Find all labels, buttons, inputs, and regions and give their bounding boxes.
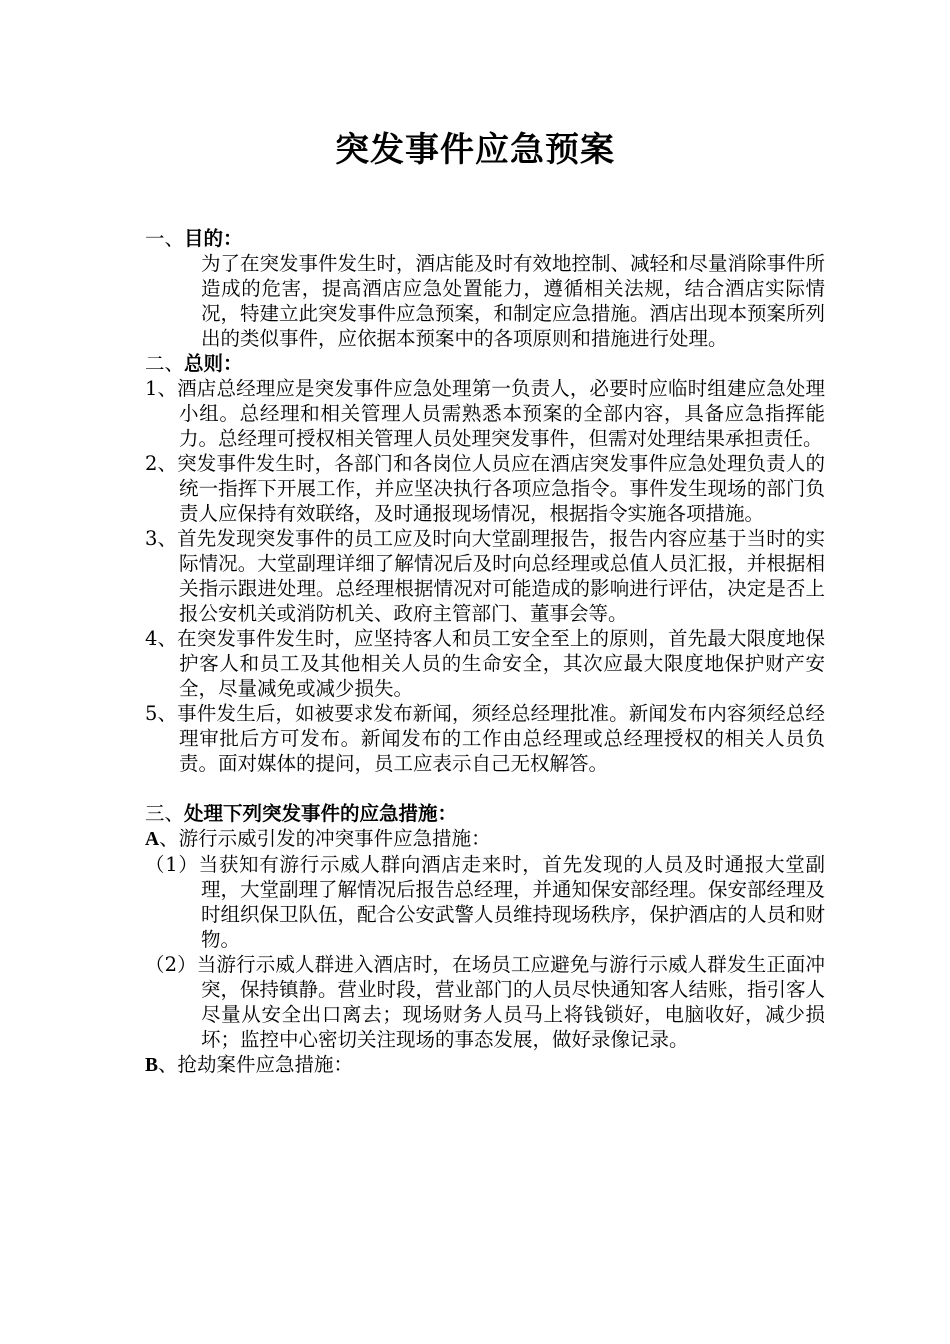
subsection-b-letter: B bbox=[145, 1055, 159, 1076]
spacer bbox=[145, 776, 825, 801]
subsection-a-letter: A bbox=[145, 829, 160, 850]
subsection-a-title: 、游行示威引发的冲突事件应急措施： bbox=[159, 827, 491, 850]
section-1-number: 一、 bbox=[145, 227, 185, 250]
list-item: 2、突发事件发生时，各部门和各岗位人员应在酒店突发事件应急处理负责人的统一指挥下开展工作，并应坚决执行各项应急指令。事件发生现场的部门负责人应保持有效联络，及时通报现场情况，根据指令实施各项措施。 bbox=[145, 452, 825, 525]
section-1-body: 为了在突发事件发生时，酒店能及时有效地控制、减轻和尽量消除事件所造成的危害，提高酒店应急处置能力，遵循相关法规，结合酒店实际情况，特建立此突发事件应急预案，和制定应急措施。酒店出现本预案所列出的类似事件，应依据本预案中的各项原则和措施进行处理。 bbox=[201, 252, 826, 350]
list-item: （2）当游行示威人群进入酒店时，在场员工应避免与游行示威人群发生正面冲突，保持镇静。营业时段，营业部门的人员尽快通知客人结账，指引客人尽量从安全出口离去；现场财务人员马上将钱锁好，电脑收好，减少损坏；监控中心密切关注现场的事态发展，做好录像记录。 bbox=[145, 953, 826, 1051]
section-3-heading bbox=[145, 801, 825, 826]
document-body bbox=[145, 226, 825, 1078]
section-2-heading bbox=[145, 351, 825, 376]
document-title: 突发事件应急预案 bbox=[335, 130, 615, 170]
section-3-title: 处理下列突发事件的应急措施： bbox=[184, 802, 458, 825]
section-2-number: 二、 bbox=[145, 352, 185, 375]
list-item: 1、酒店总经理应是突发事件应急处理第一负责人，必要时应临时组建应急处理小组。总经理和相关管理人员需熟悉本预案的全部内容，具备应急指挥能力。总经理可授权相关管理人员处理突发事件，但需对处理结果承担责任。 bbox=[145, 377, 825, 450]
subsection-a-heading bbox=[145, 826, 825, 852]
subsection-b-heading bbox=[145, 1052, 825, 1078]
list-item: 5、事件发生后，如被要求发布新闻，须经总经理批准。新闻发布内容须经总经理审批后方可发布。新闻发布的工作由总经理或总经理授权的相关人员负责。面对媒体的提问，员工应表示自己无权解答。 bbox=[145, 702, 825, 775]
list-item: 4、在突发事件发生时，应坚持客人和员工安全至上的原则，首先最大限度地保护客人和员工及其他相关人员的生命安全，其次应最大限度地保护财产安全，尽量减免或减少损失。 bbox=[145, 627, 825, 700]
section-1-title: 目的： bbox=[184, 227, 243, 250]
section-2-title: 总则： bbox=[184, 352, 243, 375]
list-item: 3、首先发现突发事件的员工应及时向大堂副理报告，报告内容应基于当时的实际情况。大堂副理详细了解情况后及时向总经理或总值人员汇报，并根据相关指示跟进处理。总经理根据情况对可能造成的影响进行评估，决定是否上报公安机关或消防机关、政府主管部门、董事会等。 bbox=[145, 527, 825, 625]
section-3-number: 三、 bbox=[145, 802, 185, 825]
section-1-heading bbox=[145, 226, 825, 251]
subsection-b-title: 、抢劫案件应急措施： bbox=[158, 1053, 354, 1076]
list-item: （1）当获知有游行示威人群向酒店走来时，首先发现的人员及时通报大堂副理，大堂副理了解情况后报告总经理，并通知保安部经理。保安部经理及时组织保卫队伍，配合公安武警人员维持现场秩序，保护酒店的人员和财物。 bbox=[145, 853, 826, 951]
